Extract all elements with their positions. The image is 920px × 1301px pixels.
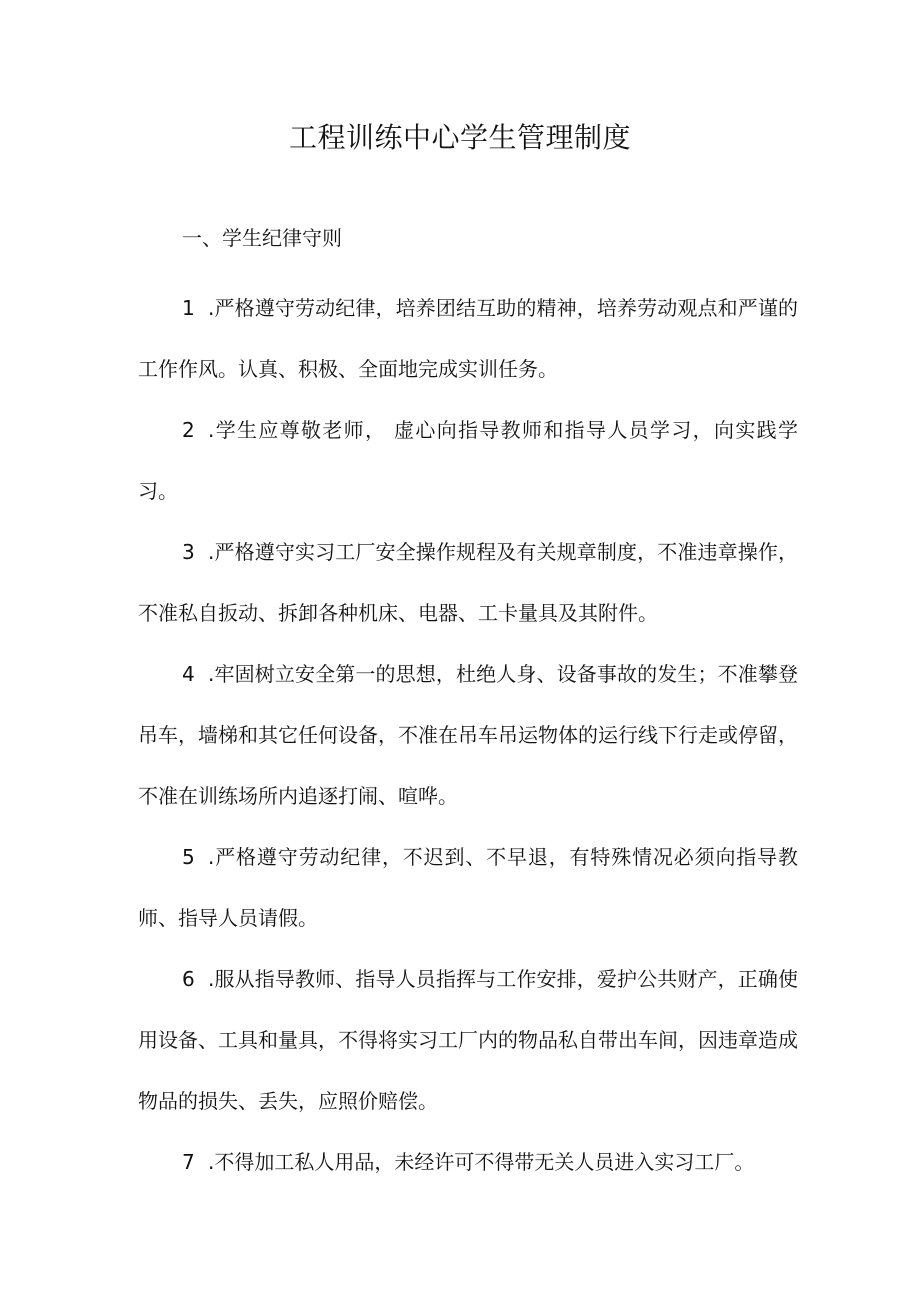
rule-number: 3: [182, 540, 195, 564]
rule-item-7: [138, 1132, 798, 1193]
section-heading: 一、学生纪律守则: [182, 226, 342, 250]
rule-text: .牢固树立安全第一的思想，杜绝人身、设备事故的发生；不准攀登吊车，墙梯和其它任何设备，不准在吊车吊运物体的运行线下行走或停留，不准在训练场所内追逐打闹、喧哗。: [138, 662, 798, 808]
rule-number: 4: [182, 662, 195, 686]
rule-text: .学生应尊敬老师， 虚心向指导教师和指导人员学习，向实践学习。: [138, 418, 798, 503]
rule-item-5: [138, 827, 798, 949]
rule-item-6: [138, 949, 798, 1132]
rule-item-1: [138, 278, 798, 400]
rule-text: .严格遵守实习工厂安全操作规程及有关规章制度，不准违章操作，不准私自扳动、拆卸各种机床、电器、工卡量具及其附件。: [138, 540, 798, 625]
rule-text: .严格遵守劳动纪律，培养团结互助的精神，培养劳动观点和严谨的工作作风。认真、积极、全面地完成实训任务。: [138, 296, 798, 381]
rule-item-3: [138, 522, 798, 644]
rule-number: 6: [182, 967, 195, 991]
rule-text: .服从指导教师、指导人员指挥与工作安排，爱护公共财产，正确使用设备、工具和量具，不得将实习工厂内的物品私自带出车间，因违章造成物品的损失、丢失，应照价赔偿。: [138, 967, 798, 1113]
rule-number: 7: [182, 1150, 195, 1174]
rule-item-2: [138, 400, 798, 522]
rule-number: 1: [182, 296, 195, 320]
rule-text: .不得加工私人用品，未经许可不得带无关人员进入实习工厂。: [208, 1150, 755, 1174]
document-body: [138, 218, 798, 1193]
rule-number: 2: [182, 418, 195, 442]
rule-item-4: [138, 644, 798, 827]
rule-text: .严格遵守劳动纪律，不迟到、不早退，有特殊情况必须向指导教师、指导人员请假。: [138, 845, 798, 930]
rule-number: 5: [182, 845, 195, 869]
document-title: 工程训练中心学生管理制度: [288, 121, 631, 154]
